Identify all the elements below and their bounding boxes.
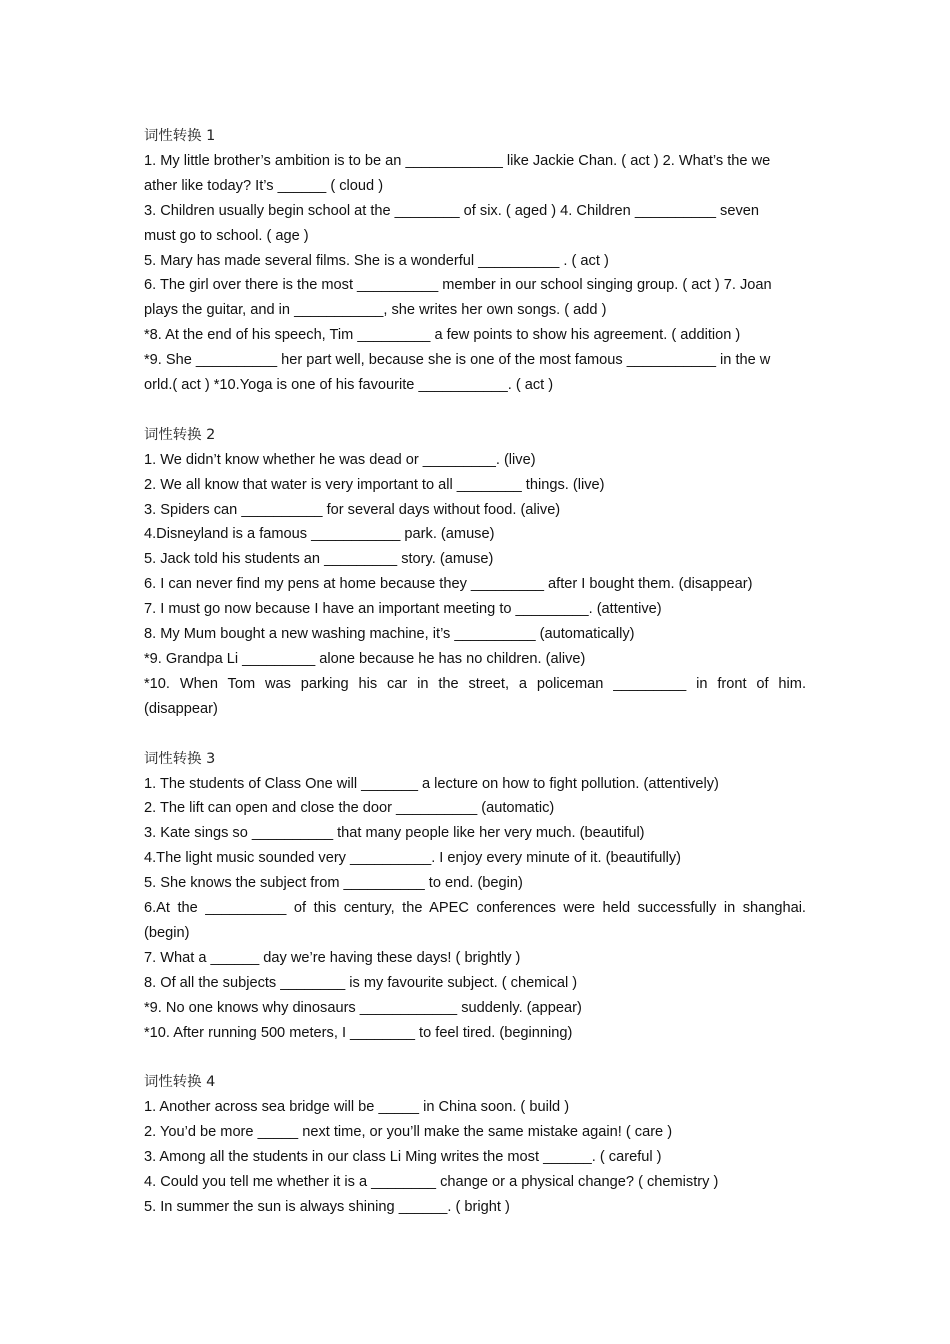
text-line: 4. Could you tell me whether it is a ________ change or a physical change? ( chemistry ) (144, 1174, 719, 1191)
text-line: 7. I must go now because I have an important meeting to _________. (attentive) (144, 601, 662, 618)
text-line: 4.The light music sounded very __________. I enjoy every minute of it. (beautifully) (144, 850, 682, 867)
text-line: *9. She __________ her part well, because she is one of the most famous ___________ in the w (144, 352, 771, 369)
text-line: orld.( act ) *10.Yoga is one of his favourite ___________. ( act ) (144, 377, 554, 394)
text-line: 1. We didn’t know whether he was dead or _________. (live) (144, 451, 536, 468)
text-line: 1. The students of Class One will _______ a lecture on how to fight pollution. (attentively) (144, 775, 719, 792)
text-line: *9. No one knows why dinosaurs ____________ suddenly. (appear) (144, 999, 582, 1016)
text-line: 7. What a ______ day we’re having these days! ( brightly ) (144, 949, 521, 966)
text-line: 2. You’d be more _____ next time, or you’ll make the same mistake again! ( care ) (144, 1124, 673, 1141)
section-heading: 词性转换 2 (144, 426, 216, 443)
text-line: 8. Of all the subjects ________ is my favourite subject. ( chemical ) (144, 974, 578, 991)
text-line: 1. Another across sea bridge will be _____ in China soon. ( build ) (144, 1099, 570, 1116)
document-page (144, 124, 806, 1220)
exercise-section-3 (144, 747, 806, 1046)
text-line: 3. Kate sings so __________ that many people like her very much. (beautiful) (144, 825, 645, 842)
text-line: 6.At the __________ of this century, the APEC conferences were held successfully in shanghai. (144, 900, 806, 917)
text-line: 3. Spiders can __________ for several days without food. (alive) (144, 501, 561, 518)
text-line: (begin) (144, 924, 190, 941)
section-heading: 词性转换 3 (144, 750, 216, 767)
text-line: 6. The girl over there is the most __________ member in our school singing group. ( act ) 7. Joan (144, 277, 772, 294)
text-line: 8. My Mum bought a new washing machine, it’s __________ (automatically) (144, 626, 635, 643)
text-line: 5. She knows the subject from __________ to end. (begin) (144, 875, 523, 892)
text-line: 3. Among all the students in our class Li Ming writes the most ______. ( careful ) (144, 1149, 662, 1166)
text-line: 3. Children usually begin school at the ________ of six. ( aged ) 4. Children __________ seven (144, 202, 759, 219)
exercise-section-2 (144, 423, 806, 722)
text-line: 2. The lift can open and close the door __________ (automatic) (144, 800, 555, 817)
text-line: (disappear) (144, 700, 218, 717)
text-line: 6. I can never find my pens at home because they _________ after I bought them. (disappear) (144, 576, 753, 593)
text-line: must go to school. ( age ) (144, 227, 309, 244)
text-line: plays the guitar, and in ___________, she writes her own songs. ( add ) (144, 302, 607, 319)
text-line: *8. At the end of his speech, Tim _________ a few points to show his agreement. ( addition ) (144, 327, 741, 344)
section-heading: 词性转换 4 (144, 1074, 216, 1091)
exercise-section-4 (144, 1070, 806, 1219)
text-line: 4.Disneyland is a famous ___________ park. (amuse) (144, 526, 495, 543)
text-line: *10. When Tom was parking his car in the street, a policeman _________ in front of him. (144, 675, 806, 692)
text-line: 5. Jack told his students an _________ story. (amuse) (144, 551, 494, 568)
exercise-section-1 (144, 124, 806, 398)
text-line: 5. Mary has made several films. She is a wonderful __________ . ( act ) (144, 252, 609, 269)
text-line: 2. We all know that water is very important to all ________ things. (live) (144, 476, 605, 493)
text-line: *10. After running 500 meters, I ________ to feel tired. (beginning) (144, 1024, 573, 1041)
section-heading: 词性转换 1 (144, 128, 216, 144)
text-line: 1. My little brother’s ambition is to be an ____________ like Jackie Chan. ( act ) 2. What’s the we (144, 152, 771, 169)
text-line: 5. In summer the sun is always shining ______. ( bright ) (144, 1198, 510, 1215)
text-line: ather like today? It’s ______ ( cloud ) (144, 177, 384, 194)
text-line: *9. Grandpa Li _________ alone because he has no children. (alive) (144, 651, 586, 668)
